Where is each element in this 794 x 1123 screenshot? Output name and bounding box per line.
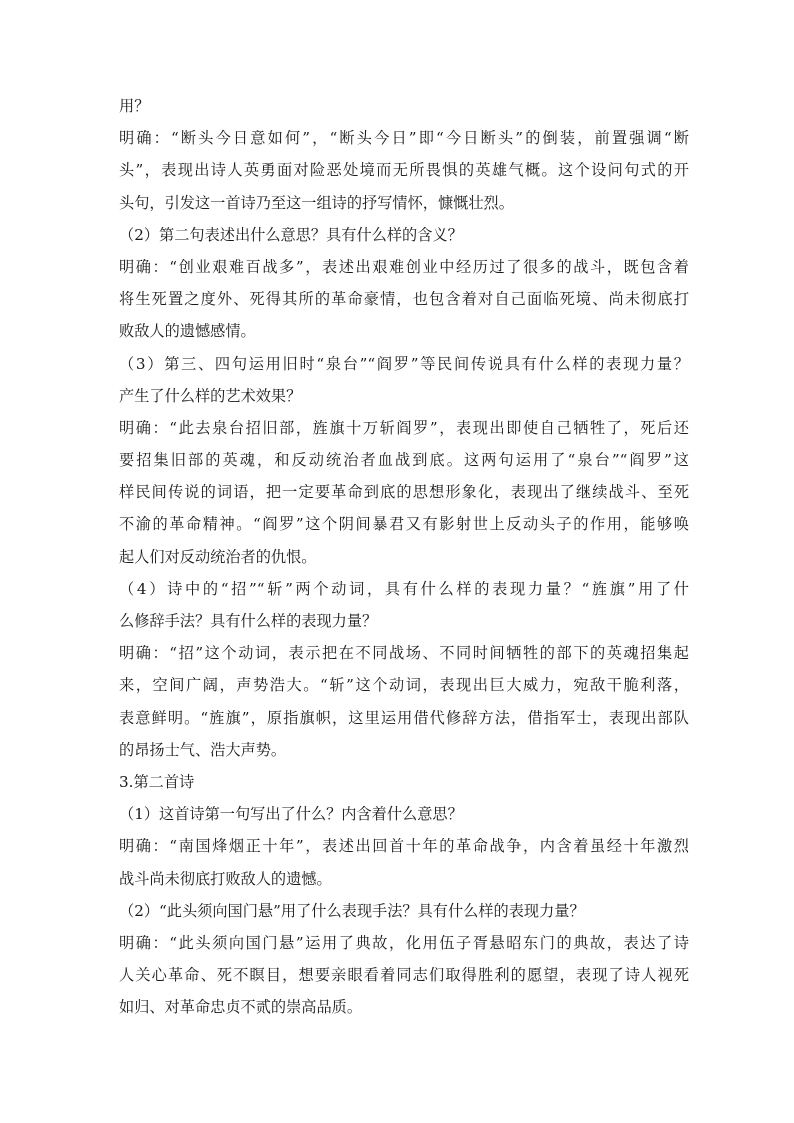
text-line: 人关心革命、死不瞑目，想要亲眼看着同志们取得胜利的愿望，表现了诗人视死 [119, 966, 689, 985]
text-line: 明确：“断头今日意如何”，“断头今日”即“今日断头”的倒装，前置强调“断 [119, 129, 689, 148]
text-line: 战斗尚未彻底打败敌人的遗憾。 [119, 869, 332, 888]
text-line: 用？ [119, 97, 150, 115]
question-heading: （3）第三、四句运用旧时“泉台”“阎罗”等民间传说具有什么样的表现力量？ [119, 354, 689, 373]
text-line: 明确：“招”这个动词，表示把在不同战场、不同时间牺牲的部下的英魂招集起 [119, 644, 689, 663]
text-line: 败敌人的遗憾感情。 [119, 322, 256, 341]
section-heading: 3.第二首诗 [119, 772, 195, 791]
text-line: 表意鲜明。“旌旗”，原指旗帜，这里运用借代修辞方法，借指军士，表现出部队 [119, 708, 689, 727]
text-line: 要招集旧部的英魂，和反动统治者血战到底。这两句运用了“泉台”“阎罗”这 [119, 451, 689, 470]
text-line: 明确：“此去泉台招旧部，旌旗十万斩阎罗”，表现出即使自己牺牲了，死后还 [119, 418, 689, 437]
text-line: 样民间传说的词语，把一定要革命到底的思想形象化，表现出了继续战斗、至死 [119, 483, 689, 502]
text-line: 头句，引发这一首诗乃至这一组诗的抒写情怀，慷慨壮烈。 [119, 193, 514, 212]
question-heading: 产生了什么样的艺术效果？ [119, 386, 302, 405]
question-heading: （2）“此头须向国门悬”用了什么表现手法？具有什么样的表现力量？ [119, 901, 585, 920]
text-line: 明确：“此头须向国门悬”运用了典故，化用伍子胥悬昭东门的典故，表达了诗 [119, 933, 689, 952]
text-line: 来，空间广阔，声势浩大。“斩”这个动词，表现出巨大威力，宛敌干脆利落， [119, 676, 689, 695]
question-heading: （1）这首诗第一句写出了什么？内含着什么意思？ [119, 805, 463, 824]
text-line: 明确：“创业艰难百战多”，表述出艰难创业中经历过了很多的战斗，既包含着 [119, 257, 689, 276]
text-line: 头”，表现出诗人英勇面对险恶处境而无所畏惧的英雄气概。这个设问句式的开 [119, 161, 689, 180]
question-heading: （2）第二句表述出什么意思？具有什么样的含义？ [119, 225, 463, 244]
text-line: 起人们对反动统治者的仇恨。 [119, 547, 317, 566]
text-line: 不渝的革命精神。“阎罗”这个阴间暴君又有影射世上反动头子的作用，能够唤 [119, 515, 689, 534]
text-line: 的昂扬士气、浩大声势。 [119, 740, 287, 759]
page-body [119, 90, 689, 1023]
question-heading: （4）诗中的“招”“斩”两个动词，具有什么样的表现力量？“旌旗”用了什 [119, 579, 689, 598]
question-heading: 么修辞手法？具有什么样的表现力量？ [119, 612, 378, 630]
text-line: 如归、对革命忠贞不贰的崇高品质。 [119, 998, 362, 1017]
text-line: 将生死置之度外、死得其所的革命豪情，也包含着对自己面临死境、尚未彻底打 [119, 290, 689, 309]
text-line: 明确：“南国烽烟正十年”，表述出回首十年的革命战争，内含着虽经十年激烈 [119, 837, 689, 856]
